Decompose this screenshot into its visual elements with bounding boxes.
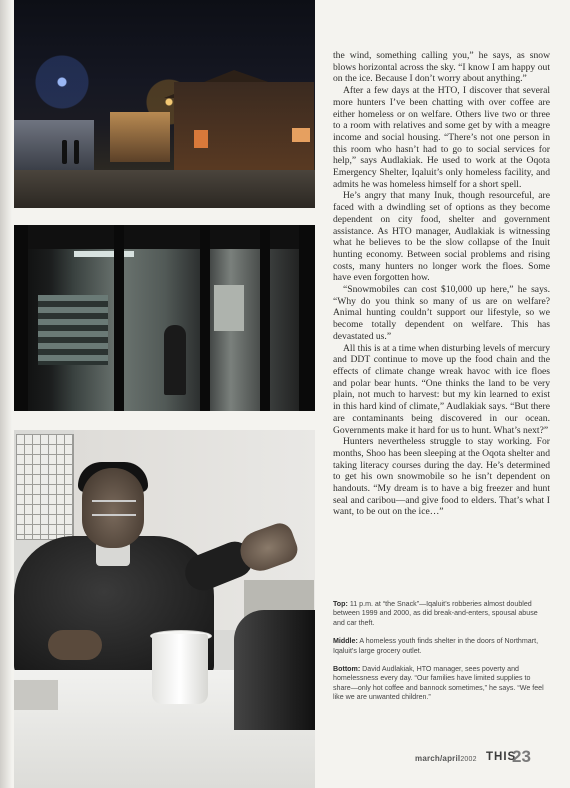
pedestrian xyxy=(74,140,79,164)
pedestrian xyxy=(62,140,67,164)
issue-date xyxy=(415,754,477,763)
caption-text: A homeless youth finds shelter in the doors of Northmart, Iqaluit’s large grocery outlet. xyxy=(333,637,539,655)
caption-label: Middle: xyxy=(333,637,358,646)
article-paragraph: Hunters nevertheless struggle to stay working. For months, Shoo has been sleeping at the Oqota shelter and taking literacy courses during the day. He’s determined to get his own snowmobile so he isn’t dependent on handouts. “My dream is to have a big freezer and hunt seal and caribou—and give food to elders. That’s what I want, to be out on the ice…” xyxy=(333,436,550,518)
eyeglasses xyxy=(92,500,136,516)
ceiling-light xyxy=(74,251,134,257)
lit-storefront xyxy=(110,112,170,162)
store-shelves xyxy=(38,295,108,365)
wall-notice xyxy=(214,285,244,331)
door-frame xyxy=(260,225,270,411)
article-paragraph: the wind, something calling you,” he says, as snow blows horizontal across the sky. “I know I am happy out on the ice. Because I don’t worry about anything.” xyxy=(333,50,550,85)
page-number: 23 xyxy=(512,747,531,766)
coffee-cup xyxy=(152,634,208,704)
caption-text: 11 p.m. at “the Snack”—Iqaluit’s robberies almost doubled between 1999 and 2000, as did break-and-enters, spousal abuse and car theft. xyxy=(333,600,538,627)
sheltering-youth xyxy=(164,325,186,395)
wall-calendar xyxy=(16,434,74,540)
photo-captions xyxy=(333,600,548,712)
door-frame xyxy=(14,225,28,411)
magazine-name: THIS xyxy=(486,751,517,763)
article-paragraph: All this is at a time when disturbing levels of mercury and DDT continue to move up the food chain and the effects of climate change wreak havoc with ice floes and polar bear hunts. “One thinks the land to be very plain, not much to harvest: but my kin learned to exist in this hard kind of climate,” Audlakiak says. “But there are contaminants being discovered in our ocean. Governments make it hard for us to hunt. What’s next?” xyxy=(333,342,550,436)
lit-window xyxy=(194,130,208,148)
caption-top xyxy=(333,600,548,628)
lit-window xyxy=(292,128,310,142)
door-frame xyxy=(299,225,315,411)
street xyxy=(14,170,315,208)
article-paragraph: After a few days at the HTO, I discover that several more hunters I’ve been chatting with over coffee are either homeless or on welfare. Others live two or three to a room with relatives and some get by with a meagre income and social housing. “There’s not one person in this room who hasn’t had to go to social services for help,” says Audlakiak. He used to work at the Oqota Emergency Shelter, Iqaluit’s only homeless facility, and admits he was homeless himself for a short spell. xyxy=(333,85,550,190)
page-footer xyxy=(400,747,550,770)
door-frame xyxy=(200,225,210,411)
papers xyxy=(14,680,58,710)
photo-store-doors xyxy=(14,225,315,411)
resting-hand xyxy=(48,630,102,660)
article-paragraph: “Snowmobiles can cost $10,000 up here,” he says. “Why do you think so many of us are on welfare? Animal hunting couldn’t support our lifestyle, so we become totally dependent on welfare. This has devastated us.” xyxy=(333,284,550,342)
issue-year: 2002 xyxy=(460,756,477,763)
caption-text: David Audlakiak, HTO manager, sees poverty and homelessness every day. “Our families have limited supplies to share—only hot coffee and bannock sometimes,” he says. “We feel like we are unwanted children.” xyxy=(333,665,544,702)
article-paragraph: He’s angry that many Inuk, though resourceful, are faced with a dwindling set of options as they become dependent on city food, shelter and government assistance. As HTO manager, Audlakiak is witnessing what he believes to be the slow collapse of the Inuit hunting economy. Between social problems and rising costs, many hunters no longer work the floes. Some have even forgotten how. xyxy=(333,190,550,284)
caption-label: Top: xyxy=(333,600,348,608)
foreground-shoulder xyxy=(234,610,315,730)
issue-months: march/april xyxy=(415,754,461,763)
snowbank xyxy=(14,120,94,170)
caption-bottom xyxy=(333,665,548,703)
article-body xyxy=(333,50,550,518)
caption-middle xyxy=(333,637,548,656)
photo-hto-manager xyxy=(14,430,315,788)
photo-night-street xyxy=(14,0,315,208)
page-gutter-shadow xyxy=(0,0,12,788)
door-frame xyxy=(114,225,124,411)
caption-label: Bottom: xyxy=(333,665,361,674)
